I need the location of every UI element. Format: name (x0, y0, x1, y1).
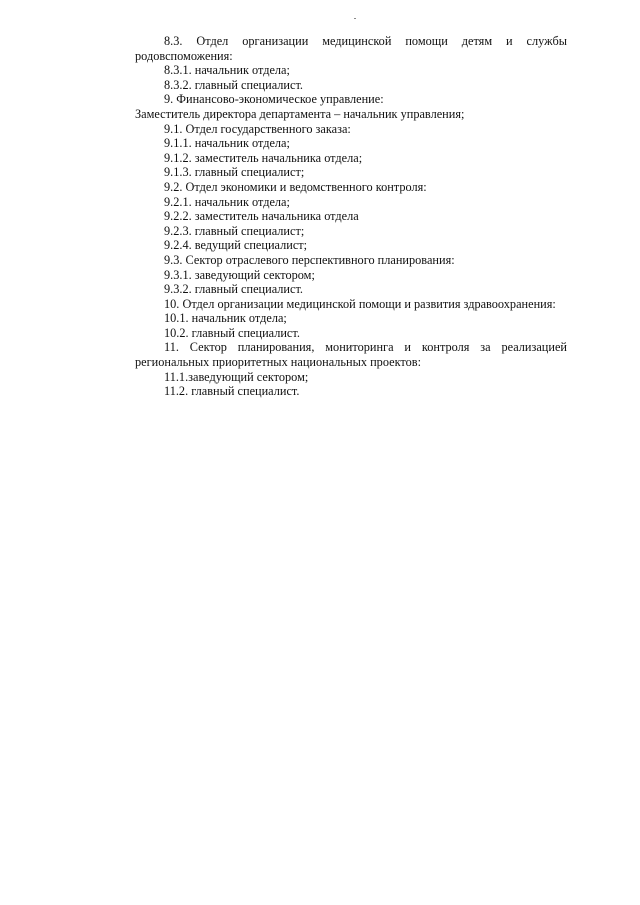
list-item: 11.2. главный специалист. (164, 384, 300, 399)
section-8-3-heading: 8.3. Отдел организации медицинской помощи детям и службы родовспоможения: (135, 34, 567, 63)
section-9-3-heading: 9.3. Сектор отраслевого перспективного планирования: (164, 252, 455, 267)
section-9-1-heading: 9.1. Отдел государственного заказа: (164, 121, 351, 136)
document-body (135, 34, 567, 399)
list-item: 10.1. начальник отдела; (164, 311, 287, 326)
list-item: 10.2. главный специалист. (164, 325, 300, 340)
list-item: 8.3.1. начальник отдела; (164, 63, 290, 78)
scan-speck (354, 18, 356, 19)
list-item: 9.2.1. начальник отдела; (164, 194, 290, 209)
list-item: 9.1.2. заместитель начальника отдела; (164, 150, 363, 165)
list-item: 9.3.1. заведующий сектором; (164, 267, 315, 282)
list-item: Заместитель директора департамента – начальник управления; (135, 106, 465, 121)
list-item: 9.2.4. ведущий специалист; (164, 238, 308, 253)
list-item: 11.1.заведующий сектором; (164, 369, 309, 384)
list-item: 9.1.3. главный специалист; (164, 165, 305, 180)
section-9-2-heading: 9.2. Отдел экономики и ведомственного контроля: (164, 179, 427, 194)
section-9-heading: 9. Финансово-экономическое управление: (164, 92, 384, 107)
section-11-heading: 11. Сектор планирования, мониторинга и контроля за реализацией региональных приоритетных национальных проектов: (135, 340, 567, 370)
list-item: 9.2.2. заместитель начальника отдела (164, 209, 359, 224)
list-item: 9.3.2. главный специалист. (164, 282, 303, 297)
list-item: 8.3.2. главный специалист. (164, 77, 303, 92)
list-item: 9.1.1. начальник отдела; (164, 136, 290, 151)
list-item: 9.2.3. главный специалист; (164, 223, 305, 238)
section-10-heading: 10. Отдел организации медицинской помощи и развития здравоохранения: (164, 296, 556, 311)
